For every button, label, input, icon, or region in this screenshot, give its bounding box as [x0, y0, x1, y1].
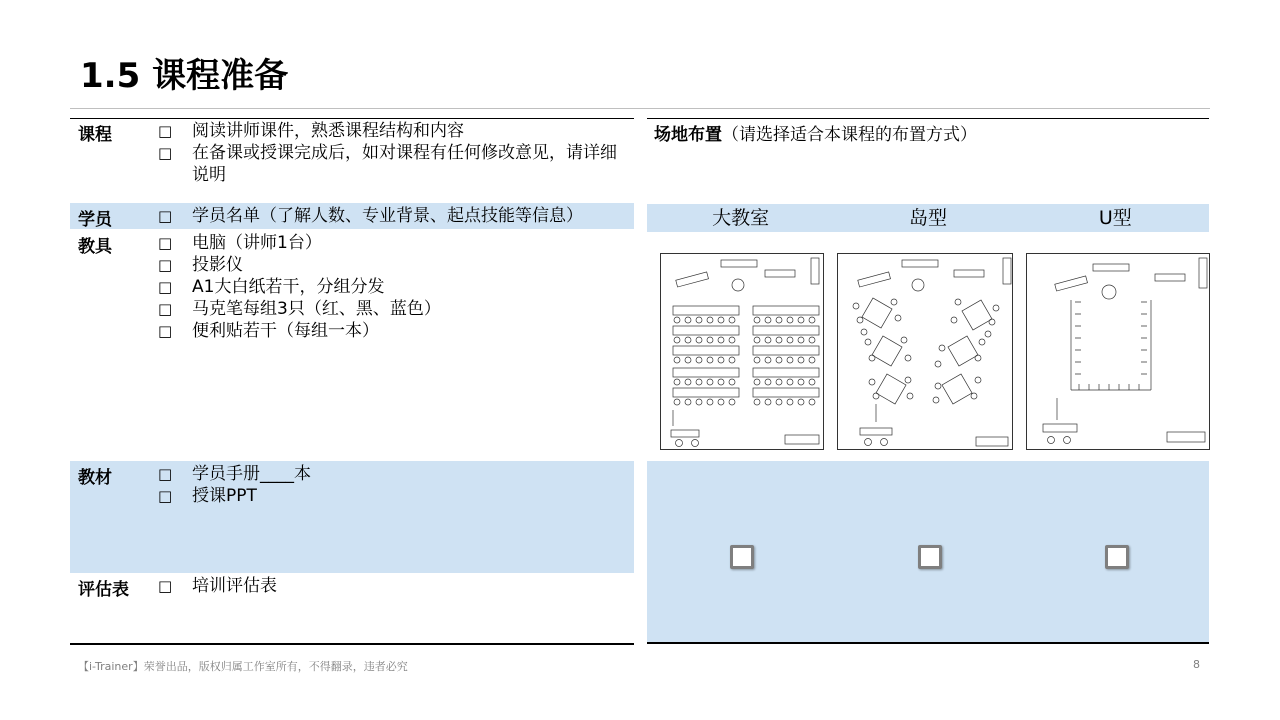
tea-area [976, 437, 1008, 446]
section-label-materials: 教材 [78, 468, 112, 488]
desk-rows [673, 306, 819, 397]
equipment-items [158, 232, 628, 342]
whiteboard [1055, 276, 1088, 291]
section-label-equipment: 教具 [78, 237, 112, 257]
checkbox-icon[interactable]: □ [158, 207, 173, 225]
tea-area [785, 435, 819, 444]
projector [1102, 285, 1116, 299]
list-item: □ 电脑（讲师1台） [158, 233, 322, 253]
checkbox-icon[interactable]: □ [158, 322, 173, 340]
venue-layout-headers [647, 204, 1209, 232]
venue-title [654, 120, 977, 145]
checkbox-icon[interactable]: □ [158, 465, 173, 483]
material-table [1199, 258, 1207, 288]
right-top-rule [647, 118, 1209, 119]
venue-title-bold: 场地布置 [654, 125, 722, 145]
checkbox-classroom[interactable] [730, 545, 754, 569]
lecture-table [860, 428, 892, 435]
material-table [1003, 258, 1011, 284]
projector-screen [1093, 264, 1129, 271]
list-item: □ 马克笔每组3只（红、黑、蓝色） [158, 299, 441, 319]
u-shape-diagram-svg [1027, 254, 1209, 449]
checkbox-icon[interactable]: □ [158, 278, 173, 296]
checkbox-icon[interactable]: □ [158, 256, 173, 274]
list-item: □ 投影仪 [158, 255, 243, 275]
list-item: □ 学员手册____本 [158, 464, 311, 484]
u-shape-chairs [1071, 300, 1151, 390]
evaluation-items [158, 575, 628, 597]
right-bottom-rule [647, 642, 1209, 644]
venue-title-note: （请选择适合本课程的布置方式） [722, 125, 977, 145]
checkbox-icon[interactable]: □ [158, 122, 173, 140]
island-layout-diagram [837, 253, 1013, 450]
list-item: □ 在备课或授课完成后，如对课程有任何修改意见，请详细说明 [158, 143, 617, 185]
checkbox-icon[interactable]: □ [158, 487, 173, 505]
checkbox-icon[interactable]: □ [158, 234, 173, 252]
course-items [158, 120, 628, 186]
group-tables [862, 298, 992, 404]
footer-copyright: 【i-Trainer】荣誉出品，版权归属工作室所有，不得翻录，违者必究 [78, 660, 408, 673]
left-top-rule [70, 118, 634, 119]
title-divider [70, 108, 1210, 109]
page-title: 1.5 课程准备 [80, 56, 289, 96]
checkbox-icon[interactable]: □ [158, 300, 173, 318]
list-item: □ 授课PPT [158, 486, 257, 506]
list-item: □ A1大白纸若干，分组分发 [158, 277, 385, 297]
section-label-students: 学员 [78, 210, 112, 230]
student-seats [674, 317, 815, 405]
checkbox-u-shape[interactable] [1105, 545, 1129, 569]
list-item: □ 学员名单（了解人数、专业背景、起点技能等信息） [158, 206, 583, 226]
materials-items [158, 463, 628, 507]
judge-table [765, 270, 795, 277]
projector-screen [721, 260, 757, 267]
projector [732, 279, 744, 291]
classroom-diagram-svg [661, 254, 823, 449]
checkbox-island[interactable] [918, 545, 942, 569]
layout-header-u-shape: U型 [1098, 207, 1132, 229]
layout-header-island: 岛型 [908, 207, 947, 229]
list-item: □ 培训评估表 [158, 576, 277, 596]
projector [912, 279, 924, 291]
checkbox-icon[interactable]: □ [158, 577, 173, 595]
judge-table [954, 270, 984, 277]
checkbox-icon[interactable]: □ [158, 144, 173, 162]
section-label-evaluation: 评估表 [78, 580, 129, 600]
projector-screen [902, 260, 938, 267]
u-shape-layout-diagram [1026, 253, 1210, 450]
material-table [811, 258, 819, 284]
left-bottom-rule [70, 643, 634, 645]
section-label-course: 课程 [78, 125, 112, 145]
tea-area [1167, 432, 1205, 442]
layout-header-classroom: 大教室 [712, 207, 770, 229]
lecture-table [1043, 424, 1077, 432]
group-seats [853, 299, 999, 403]
classroom-layout-diagram [660, 253, 824, 450]
judge-table [1155, 274, 1185, 281]
page-number: 8 [1193, 658, 1200, 671]
list-item: □ 便利贴若干（每组一本） [158, 321, 379, 341]
students-items [158, 205, 628, 227]
list-item: □ 阅读讲师课件，熟悉课程结构和内容 [158, 121, 464, 141]
whiteboard [858, 272, 891, 287]
lecture-table [671, 430, 699, 437]
island-diagram-svg [838, 254, 1012, 449]
whiteboard [676, 272, 709, 287]
